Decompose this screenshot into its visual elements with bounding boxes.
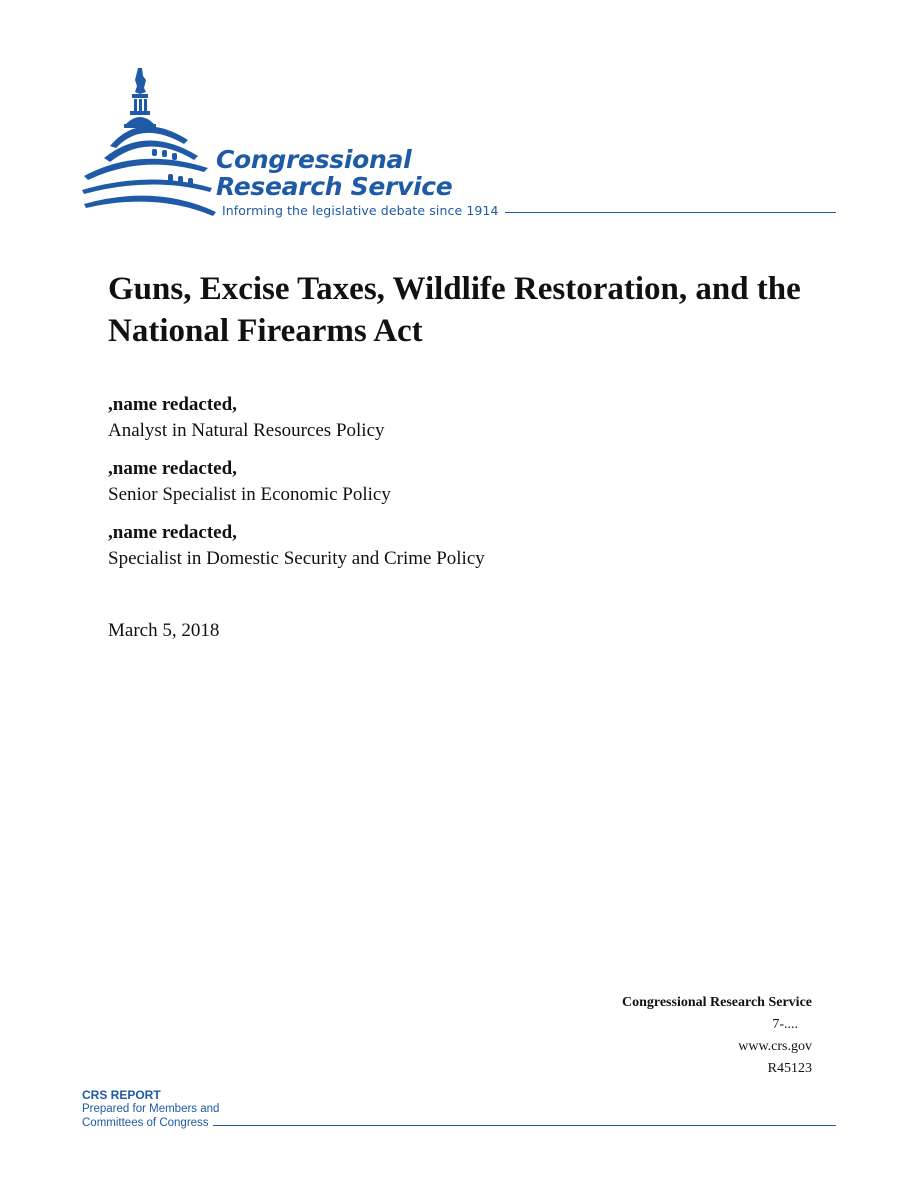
footer-rule bbox=[213, 1125, 836, 1126]
crs-website-link[interactable]: www.crs.gov bbox=[738, 1039, 812, 1054]
author-entry bbox=[108, 456, 808, 508]
author-name: ,name redacted, bbox=[108, 394, 237, 415]
crs-info-block bbox=[622, 992, 812, 1080]
report-date: March 5, 2018 bbox=[108, 620, 220, 641]
footer-prepared-line1: Prepared for Members and bbox=[82, 1103, 220, 1115]
logo-tagline-row bbox=[222, 202, 836, 218]
report-number: R45123 bbox=[767, 1061, 812, 1076]
header-rule bbox=[505, 212, 836, 213]
footer-report-label: CRS REPORT bbox=[82, 1088, 161, 1102]
author-name: ,name redacted, bbox=[108, 458, 237, 479]
crs-code: 7-.... bbox=[772, 1017, 798, 1032]
footer-prepared-line2: Committees of Congress bbox=[82, 1117, 209, 1129]
author-role: Specialist in Domestic Security and Crime Policy bbox=[108, 548, 485, 569]
logo-org-line1: Congressional bbox=[216, 145, 412, 174]
author-entry bbox=[108, 520, 808, 572]
author-name: ,name redacted, bbox=[108, 522, 237, 543]
footer-rule-row bbox=[82, 1116, 836, 1130]
logo-org-line2: Research Service bbox=[216, 172, 453, 201]
capitol-dome-icon bbox=[80, 66, 220, 218]
author-role: Analyst in Natural Resources Policy bbox=[108, 420, 385, 441]
author-role: Senior Specialist in Economic Policy bbox=[108, 484, 391, 505]
logo-wordmark bbox=[216, 146, 452, 200]
crs-org-name: Congressional Research Service bbox=[621, 995, 812, 1010]
author-list bbox=[108, 392, 808, 584]
report-title: Guns, Excise Taxes, Wildlife Restoration, and the National Firearms Act bbox=[108, 271, 801, 349]
crs-logo bbox=[80, 66, 840, 221]
author-entry bbox=[108, 392, 808, 444]
footer bbox=[82, 1088, 836, 1130]
logo-tagline: Informing the legislative debate since 1914 bbox=[222, 202, 499, 218]
